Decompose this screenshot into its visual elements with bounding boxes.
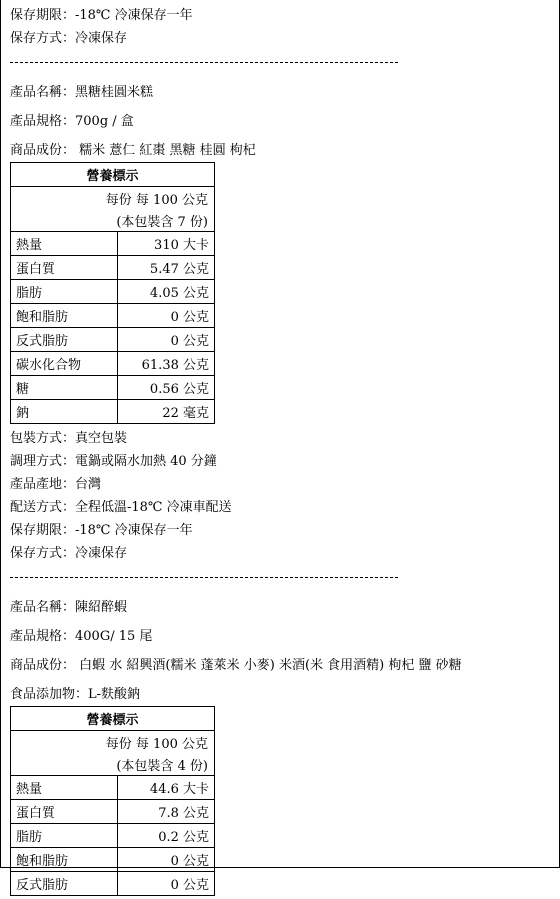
nutrient-label: 熱量: [11, 776, 118, 800]
nutrition-title: 營養標示: [11, 163, 215, 187]
nutrient-value: 0 公克: [118, 328, 215, 352]
origin-line: 產品產地：台灣: [10, 477, 102, 492]
packaging-line: 包裝方式：真空包裝: [10, 431, 128, 446]
table-row: [11, 232, 215, 256]
nutrient-label: 碳水化合物: [11, 352, 118, 376]
nutrient-value: 0.56 公克: [118, 376, 215, 400]
nutrient-value: 0 公克: [118, 848, 215, 872]
dashed-separator: [10, 577, 398, 578]
table-row: [11, 376, 215, 400]
table-row: [11, 824, 215, 848]
storage-period-line: 保存期限：-18℃ 冷凍保存一年: [10, 523, 193, 538]
storage-method-line: 保存方式：冷凍保存: [10, 31, 128, 46]
product-name-line: 產品名稱：黑糖桂圓米糕: [10, 85, 154, 100]
product-name-line: 產品名稱：陳紹醉蝦: [10, 600, 128, 615]
nutrition-per-serving-header: 每份 每 100 公克: [11, 731, 215, 754]
nutrition-pack-servings: (本包裝含 4 份): [11, 753, 215, 776]
storage-method-line: 保存方式：冷凍保存: [10, 546, 128, 561]
table-row: [11, 304, 215, 328]
product-spec-line: 產品規格：400G/ 15 尾: [10, 629, 153, 644]
cooking-line: 調理方式：電鍋或隔水加熱 40 分鐘: [10, 454, 217, 469]
nutrient-value: 310 大卡: [118, 232, 215, 256]
nutrient-label: 反式脂肪: [11, 872, 118, 896]
nutrient-value: 0 公克: [118, 872, 215, 896]
table-row: [11, 256, 215, 280]
table-row: [11, 280, 215, 304]
dashed-separator: [10, 62, 398, 63]
nutrient-value: 5.47 公克: [118, 256, 215, 280]
nutrient-label: 蛋白質: [11, 256, 118, 280]
table-row: [11, 352, 215, 376]
nutrient-label: 反式脂肪: [11, 328, 118, 352]
nutrient-label: 糖: [11, 376, 118, 400]
nutrient-label: 飽和脂肪: [11, 304, 118, 328]
table-row: [11, 776, 215, 800]
nutrient-value: 44.6 大卡: [118, 776, 215, 800]
nutrient-value: 7.8 公克: [118, 800, 215, 824]
table-row: [11, 800, 215, 824]
nutrient-label: 鈉: [11, 400, 118, 424]
additive-line: 食品添加物：L-麩酸鈉: [10, 687, 141, 702]
product-spec-line: 產品規格：700g / 盒: [10, 114, 134, 129]
nutrient-label: 蛋白質: [11, 800, 118, 824]
ingredients-line: 商品成份： 白蝦 水 紹興酒(糯米 蓬萊米 小麥) 米酒(米 食用酒精) 枸杞 鹽 砂糖: [10, 658, 462, 673]
nutrition-pack-servings: (本包裝含 7 份): [11, 209, 215, 232]
table-row: [11, 328, 215, 352]
nutrition-table: [10, 162, 215, 424]
nutrition-table: [10, 706, 215, 896]
nutrient-label: 飽和脂肪: [11, 848, 118, 872]
table-row: [11, 872, 215, 896]
document-content: [10, 4, 555, 899]
nutrient-label: 脂肪: [11, 280, 118, 304]
nutrition-per-serving-header: 每份 每 100 公克: [11, 187, 215, 210]
nutrient-label: 熱量: [11, 232, 118, 256]
storage-period-line: 保存期限：-18℃ 冷凍保存一年: [10, 8, 193, 23]
nutrient-value: 0.2 公克: [118, 824, 215, 848]
ingredients-line: 商品成份： 糯米 薏仁 紅棗 黑糖 桂圓 枸杞: [10, 143, 256, 158]
nutrient-value: 22 毫克: [118, 400, 215, 424]
nutrient-label: 脂肪: [11, 824, 118, 848]
nutrient-value: 0 公克: [118, 304, 215, 328]
delivery-line: 配送方式：全程低溫-18℃ 冷凍車配送: [10, 500, 232, 515]
nutrient-value: 4.05 公克: [118, 280, 215, 304]
table-row: [11, 400, 215, 424]
nutrient-value: 61.38 公克: [118, 352, 215, 376]
nutrition-title: 營養標示: [11, 707, 215, 731]
table-row: [11, 848, 215, 872]
